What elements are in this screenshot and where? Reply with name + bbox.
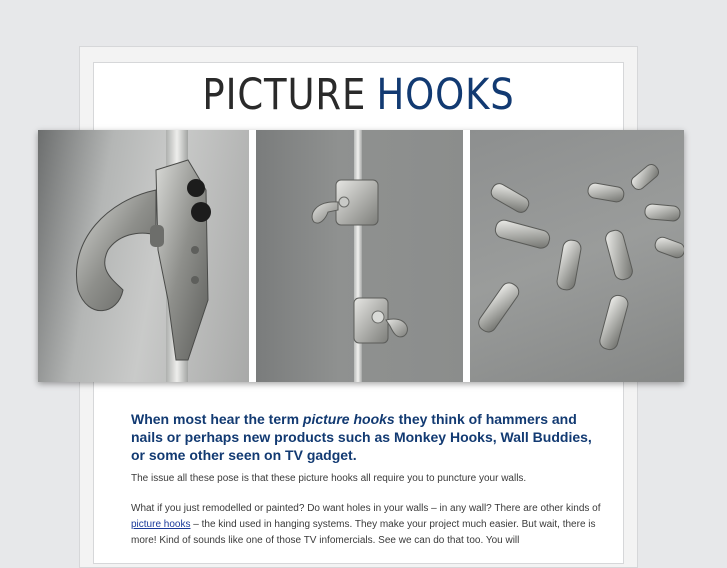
hooks-on-rail-illustration	[256, 130, 463, 382]
headline-part1: When most hear the term	[131, 411, 303, 427]
picture-hooks-link[interactable]: picture hooks	[131, 519, 191, 530]
hooks-scattered-photo	[470, 130, 684, 382]
whatif-paragraph	[131, 501, 601, 549]
hooks-on-rail-photo	[256, 130, 463, 382]
hooks-scattered-illustration	[470, 130, 684, 382]
header-banner	[38, 130, 684, 382]
headline-part2: they think of hammers and nails or perhaps new products such as Monkey Hooks, Wall Buddies, or some other seen on TV gadget.	[131, 411, 592, 463]
headline-emphasis: picture hooks	[302, 411, 395, 427]
hook-closeup-photo	[38, 130, 249, 382]
main-content	[131, 410, 601, 549]
issue-paragraph: The issue all these pose is that these picture hooks all require you to puncture your walls.	[131, 473, 527, 484]
para2-after-link: – the kind used in hanging systems. They make your project much easier. But wait, there is more! Kind of sounds like one of those TV infomercials. See we can do that too. You will	[131, 519, 596, 546]
logo-word-hooks: HOOKS	[376, 70, 515, 120]
site-logo[interactable]	[130, 62, 587, 128]
intro-headline	[131, 410, 601, 464]
hook-closeup-illustration	[38, 130, 249, 382]
para2-before-link: What if you just remodelled or painted? Do want holes in your walls – in any wall? There are other kinds of	[131, 503, 601, 514]
logo-word-picture: PICTURE	[202, 70, 367, 120]
